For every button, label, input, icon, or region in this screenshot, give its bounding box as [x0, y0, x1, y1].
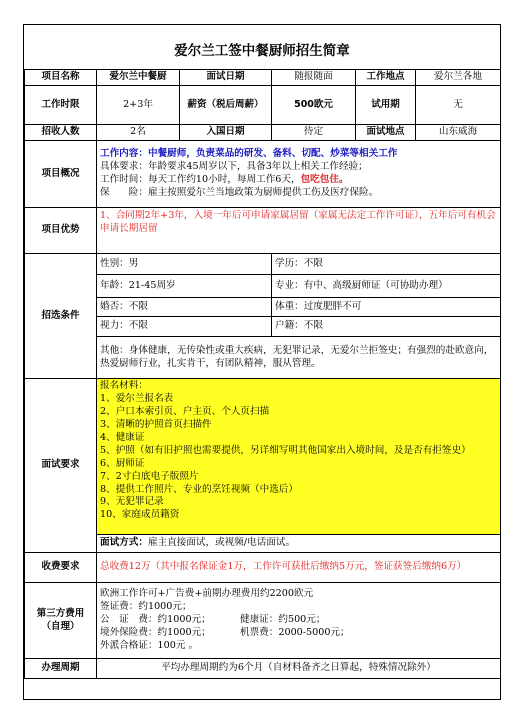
weight-condition: 体重：过度肥胖不可	[272, 298, 501, 317]
interview-method	[97, 535, 501, 553]
vision-condition: 视力：不限	[97, 317, 272, 337]
interview-method-text: 雇主直接面试，或视频/电话面试。	[147, 537, 296, 549]
overview-line: 保 险：雇主按照爱尔兰当地政策为厨师提供工伤及医疗保险。	[100, 186, 379, 198]
recruit-count-value: 2名	[97, 125, 180, 141]
document-frame	[23, 24, 501, 700]
conditions-label: 招选条件	[25, 254, 97, 379]
probation-value: 无	[416, 86, 501, 125]
page-title: 爱尔兰工签中餐厨师招生简章	[174, 43, 350, 59]
work-location-label: 工作地点	[356, 70, 416, 86]
advantage-text: 1、合同期2年+3年，入境一年后可申请家属居留（家属无法定工作许可证），五年后可有机会申请长期居留	[97, 208, 501, 254]
other-condition: 其他：身体健康，无传染性或重大疾病，无犯罪记录，无爱尔兰拒签史；有强烈的赴欧意向，热爱厨师行业，扎实肯干，有团队精神，服从管理。	[97, 337, 501, 379]
table-row	[25, 553, 501, 583]
table-row	[25, 70, 501, 86]
materials-cell	[97, 379, 501, 535]
materials-list	[100, 380, 497, 534]
probation-label: 试用期	[356, 86, 416, 125]
table-row	[25, 337, 501, 379]
list-item: 4、健康证	[100, 431, 145, 443]
salary-value: 500欧元	[272, 86, 356, 125]
notary-fee: 公 证 费：约1000元；	[100, 614, 211, 626]
list-item: 7、2寸白底电子版照片	[100, 470, 199, 482]
overview-content	[97, 141, 501, 208]
work-duration-value: 2+3年	[97, 86, 180, 125]
interview-location-label: 面试地点	[356, 125, 416, 141]
entry-date-label: 入国日期	[180, 125, 272, 141]
interview-date-value: 随报随面	[272, 70, 356, 86]
fee-line: 欧洲工作许可+广告费+前期办理费用约2200欧元	[100, 588, 314, 600]
list-item: 5、护照（如有旧护照也需要提供，另详细写明其他国家出入境时间，及是否有拒签史）	[100, 444, 471, 456]
table-row	[25, 275, 501, 298]
list-item: 9、无犯罪记录	[100, 496, 164, 508]
fee-line: 外派合格证：100元 。	[100, 639, 199, 651]
overview-line: 具体要求：年龄要求45周岁以下，具备3年以上相关工作经验；	[100, 161, 368, 173]
list-item: 1、爱尔兰报名表	[100, 392, 174, 404]
third-party-fee-content	[97, 583, 501, 659]
airfare-fee: 机票费：2000-5000元；	[240, 626, 350, 638]
table-row	[25, 125, 501, 141]
processing-period-label: 办理周期	[25, 659, 97, 679]
third-party-label-line: 第三方费用	[36, 607, 85, 619]
interview-method-label: 面试方式：	[100, 537, 148, 549]
list-item: 2、户口本索引页、户主页、个人页扫描	[100, 405, 270, 417]
interview-requirements-label: 面试要求	[25, 379, 97, 553]
materials-title: 报名材料：	[100, 380, 148, 391]
table-row	[25, 254, 501, 275]
gender-condition: 性别：男	[97, 254, 272, 275]
table-row	[25, 535, 501, 553]
list-item: 3、清晰的护照首页扫描件	[100, 418, 212, 430]
health-cert-fee: 健康证：约500元；	[240, 614, 326, 626]
fee-line	[100, 627, 497, 640]
list-item: 6、厨师证	[100, 457, 145, 469]
entry-date-value: 待定	[272, 125, 356, 141]
fee-text: 总收费12万（其中报名保证金1万，工作许可获批后缴纳5万元，签证获签后缴纳6万）	[97, 553, 501, 583]
processing-period-text: 平均办理周期约为6个月（自材料备齐之日算起，特殊情况除外）	[97, 659, 501, 679]
fee-label: 收费要求	[25, 553, 97, 583]
work-duration-label: 工作时限	[25, 86, 97, 125]
table-row	[25, 659, 501, 679]
work-location-value: 爱尔兰各地	[416, 70, 501, 86]
interview-date-label: 面试日期	[180, 70, 272, 86]
table-row	[25, 86, 501, 125]
major-condition: 专业：有中、高级厨师证（可协助办理）	[272, 275, 501, 298]
recruitment-table	[24, 69, 501, 679]
marital-condition: 婚否：不限	[97, 298, 272, 317]
project-name-label: 项目名称	[25, 70, 97, 86]
table-row	[25, 141, 501, 208]
third-party-label-line: （自理）	[41, 620, 80, 632]
salary-label: 薪资（税后周薪）	[180, 86, 272, 125]
list-item: 10、家庭成员籍资	[100, 509, 180, 521]
table-row	[25, 208, 501, 254]
age-condition: 年龄：21-45周岁	[97, 275, 272, 298]
insurance-fee: 境外保险费：约1000元；	[100, 626, 211, 638]
interview-location-value: 山东威海	[416, 125, 501, 141]
fee-line: 签证费：约1000元；	[100, 601, 192, 613]
recruit-count-label: 招收人数	[25, 125, 97, 141]
project-name-value: 爱尔兰中餐厨	[97, 70, 180, 86]
list-item: 8、提供工作照片、专业的烹饪视频（中选后）	[100, 483, 298, 495]
hukou-condition: 户籍：不限	[272, 317, 501, 337]
education-condition: 学历：不限	[272, 254, 501, 275]
overview-line: 工作内容：中餐厨师，负责菜品的研发、备料、切配、炒菜等相关工作	[100, 148, 398, 160]
overview-line	[100, 174, 497, 187]
fee-line	[100, 614, 497, 627]
table-row	[25, 583, 501, 659]
table-row	[25, 298, 501, 317]
work-time-text: 工作时间：每天工作约10小时，每周工作6天，	[100, 174, 301, 185]
advantage-label: 项目优势	[25, 208, 97, 254]
third-party-fee-label	[25, 583, 97, 659]
overview-label: 项目概况	[25, 141, 97, 208]
table-row	[25, 317, 501, 337]
table-row	[25, 379, 501, 535]
room-board-text: 包吃包住。	[300, 174, 349, 185]
